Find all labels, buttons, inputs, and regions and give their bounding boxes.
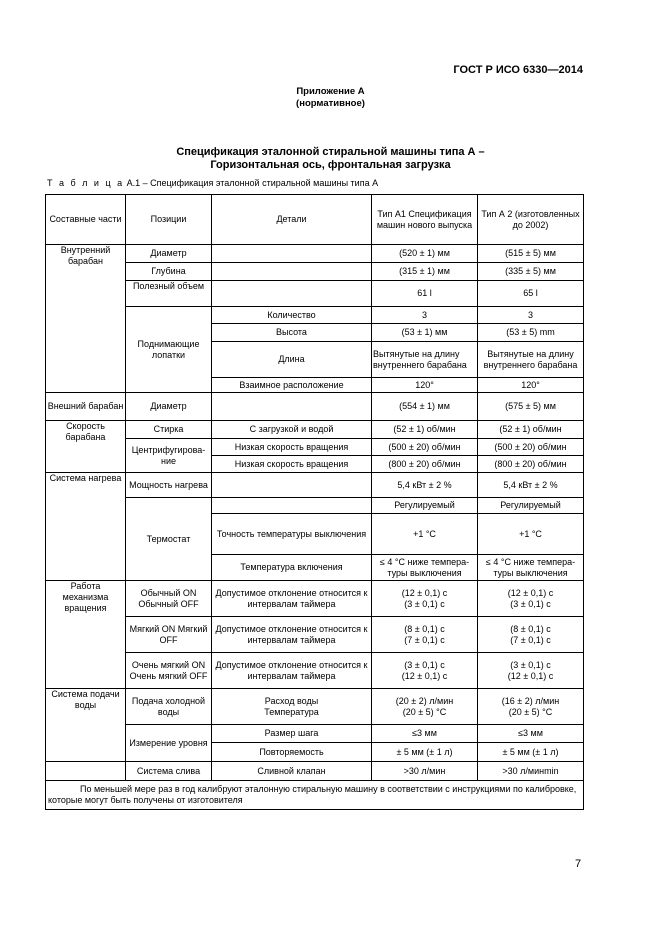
table-row: [46, 245, 584, 263]
value-off: (7 ± 0,1) с: [510, 634, 551, 645]
cell-a2: Вытянутые на длину внутреннего барабана: [478, 342, 584, 378]
cell-a2: 3: [478, 307, 584, 324]
cell-a1: Вытянутые на длину внутреннего барабана: [372, 342, 478, 378]
detail-flow: Расход воды: [264, 695, 319, 706]
table-row: [46, 393, 584, 421]
cell-a1: [372, 653, 478, 689]
table-header-row: [46, 195, 584, 245]
table-row: [46, 421, 584, 439]
cell-a1: 61 l: [372, 281, 478, 307]
cell-position: Обычный ON Обычный OFF: [126, 581, 212, 617]
table-row: [46, 581, 584, 617]
cell-detail: [212, 498, 372, 514]
value-temperature: (20 ± 5) °С: [508, 706, 553, 717]
value-off: (3 ± 0,1) с: [510, 598, 551, 609]
cell-detail: Температура включения: [212, 555, 372, 581]
spec-table: [45, 194, 584, 810]
table-caption-prefix: Т а б л и ц а: [47, 178, 125, 188]
cell-a2: 5,4 кВт ± 2 %: [478, 473, 584, 498]
value-flow: (16 ± 2) л/мин: [501, 695, 560, 706]
component-heating: Система нагрева: [46, 473, 126, 581]
cell-detail: Количество: [212, 307, 372, 324]
cell-a2: ± 5 мм (± 1 л): [478, 743, 584, 762]
table-note: [46, 781, 584, 810]
document-code: ГОСТ Р ИСО 6330—2014: [453, 64, 583, 76]
cell-a2: [478, 653, 584, 689]
annex-heading: [0, 86, 661, 110]
cell-position: Полезный объем: [126, 281, 212, 307]
cell-detail: Низкая скорость вращения: [212, 439, 372, 456]
cell-a1: [372, 689, 478, 725]
cell-position: Подача холодной воды: [126, 689, 212, 725]
cell-a1: ± 5 мм (± 1 л): [372, 743, 478, 762]
table-row: [46, 498, 584, 514]
cell-a2: (575 ± 5) мм: [478, 393, 584, 421]
cell-detail: [212, 281, 372, 307]
cell-a1: [372, 617, 478, 653]
cell-detail: Размер шага: [212, 725, 372, 743]
cell-detail: С загрузкой и водой: [212, 421, 372, 439]
table-row: [46, 263, 584, 281]
table-row: [46, 617, 584, 653]
cell-a1: >30 л/мин: [372, 762, 478, 781]
table-row: [46, 281, 584, 307]
cell-detail: Допустимое отклонение относится к интервалам таймера: [212, 617, 372, 653]
cell-position: Стирка: [126, 421, 212, 439]
value-off: (3 ± 0,1) с: [404, 598, 445, 609]
cell-a1: ≤3 мм: [372, 725, 478, 743]
cell-position-thermostat: Термостат: [126, 498, 212, 581]
cell-detail: Длина: [212, 342, 372, 378]
value-on: (12 ± 0,1) с: [507, 587, 554, 598]
cell-position: Система слива: [126, 762, 212, 781]
cell-position: Глубина: [126, 263, 212, 281]
component-inner-drum: Внутренний барабан: [46, 245, 126, 393]
cell-detail: Взаимное расположение: [212, 378, 372, 393]
table-caption: [47, 178, 378, 188]
cell-detail: Допустимое отклонение относится к интервалам таймера: [212, 581, 372, 617]
cell-detail: [212, 245, 372, 263]
cell-a2: +1 °С: [478, 514, 584, 555]
cell-a1: Регулируемый: [372, 498, 478, 514]
table-note-text: По меньшей мере раз в год калибруют эталонную стиральную машину в соответствии с инструкциями по калибровке, которые могут быть получены от изготовителя: [48, 784, 577, 805]
cell-position: Мягкий ON Мягкий OFF: [126, 617, 212, 653]
cell-position-spin: Центрифугирова-ние: [126, 439, 212, 473]
cell-a2: (335 ± 5) мм: [478, 263, 584, 281]
cell-a1: (800 ± 20) об/мин: [372, 456, 478, 473]
cell-a2: Регулируемый: [478, 498, 584, 514]
th-type-a2: Тип А 2 (изготовленных до 2002): [478, 195, 584, 245]
table-row: [46, 653, 584, 689]
cell-position: Диаметр: [126, 393, 212, 421]
cell-position: Очень мягкий ON Очень мягкий OFF: [126, 653, 212, 689]
th-components: Составные части: [46, 195, 126, 245]
spec-title-line1: Спецификация эталонной стиральной машины типа А –: [176, 146, 485, 158]
cell-a2: >30 л/минmin: [478, 762, 584, 781]
cell-a1: 5,4 кВт ± 2 %: [372, 473, 478, 498]
cell-detail: Сливной клапан: [212, 762, 372, 781]
table-row: [46, 439, 584, 456]
value-on: (3 ± 0,1) с: [510, 659, 551, 670]
cell-a2: (500 ± 20) об/мин: [478, 439, 584, 456]
value-off: (7 ± 0,1) с: [404, 634, 445, 645]
cell-position: Мощность нагрева: [126, 473, 212, 498]
cell-a1: (520 ± 1) мм: [372, 245, 478, 263]
cell-a2: [478, 581, 584, 617]
cell-a1: +1 °С: [372, 514, 478, 555]
cell-a1: 3: [372, 307, 478, 324]
th-positions: Позиции: [126, 195, 212, 245]
detail-temperature: Температура: [264, 706, 319, 717]
cell-a2: [478, 617, 584, 653]
value-off: (12 ± 0,1) с: [507, 670, 554, 681]
annex-status: (нормативное): [296, 98, 365, 109]
cell-a1: (500 ± 20) об/мин: [372, 439, 478, 456]
component-rotation: Работа механизма вращения: [46, 581, 126, 689]
cell-detail: Допустимое отклонение относится к интервалам таймера: [212, 653, 372, 689]
table-caption-text: А.1 – Спецификация эталонной стиральной машины типа А: [124, 178, 379, 188]
value-flow: (20 ± 2) л/мин: [395, 695, 454, 706]
cell-detail: [212, 689, 372, 725]
cell-a1: 120°: [372, 378, 478, 393]
table-row: [46, 307, 584, 324]
table-note-row: [46, 781, 584, 810]
cell-a2: (52 ± 1) об/мин: [478, 421, 584, 439]
cell-position-level: Измерение уровня: [126, 725, 212, 762]
table-row: [46, 473, 584, 498]
cell-empty: [46, 762, 126, 781]
cell-a2: ≤ 4 °С ниже темпера-туры выключения: [478, 555, 584, 581]
cell-a1: (52 ± 1) об/мин: [372, 421, 478, 439]
page-number: 7: [575, 858, 582, 870]
cell-detail: Низкая скорость вращения: [212, 456, 372, 473]
table-row: [46, 762, 584, 781]
th-details: Детали: [212, 195, 372, 245]
annex-title: Приложение А: [296, 86, 365, 97]
cell-a2: (800 ± 20) об/мин: [478, 456, 584, 473]
table-row: [46, 725, 584, 743]
cell-detail: Повторяемость: [212, 743, 372, 762]
cell-detail: [212, 263, 372, 281]
cell-a2: 65 l: [478, 281, 584, 307]
cell-detail: Точность температуры выключения: [212, 514, 372, 555]
cell-a1: (53 ± 1) мм: [372, 324, 478, 342]
cell-detail: [212, 393, 372, 421]
cell-a1: (315 ± 1) мм: [372, 263, 478, 281]
value-on: (3 ± 0,1) с: [404, 659, 445, 670]
spec-title: [0, 146, 661, 172]
cell-a1: (554 ± 1) мм: [372, 393, 478, 421]
value-on: (8 ± 0,1) с: [404, 623, 445, 634]
cell-position-lifters: Поднимающие лопатки: [126, 307, 212, 393]
cell-position: Диаметр: [126, 245, 212, 263]
cell-a1: [372, 581, 478, 617]
cell-detail: [212, 473, 372, 498]
value-temperature: (20 ± 5) °С: [402, 706, 447, 717]
spec-title-line2: Горизонтальная ось, фронтальная загрузка: [210, 159, 451, 171]
component-outer-drum: Внешний барабан: [46, 393, 126, 421]
value-off: (12 ± 0,1) с: [401, 670, 448, 681]
cell-a2: 120°: [478, 378, 584, 393]
table-row: [46, 689, 584, 725]
value-on: (8 ± 0,1) с: [510, 623, 551, 634]
component-drum-speed: Скорость барабана: [46, 421, 126, 473]
cell-a2: ≤3 мм: [478, 725, 584, 743]
cell-detail: Высота: [212, 324, 372, 342]
cell-a2: (53 ± 5) mm: [478, 324, 584, 342]
cell-a2: (515 ± 5) мм: [478, 245, 584, 263]
component-water-supply: Система подачи воды: [46, 689, 126, 762]
cell-a2: [478, 689, 584, 725]
th-type-a1: Тип А1 Спецификация машин нового выпуска: [372, 195, 478, 245]
cell-a1: ≤ 4 °С ниже темпера-туры выключения: [372, 555, 478, 581]
value-on: (12 ± 0,1) с: [401, 587, 448, 598]
